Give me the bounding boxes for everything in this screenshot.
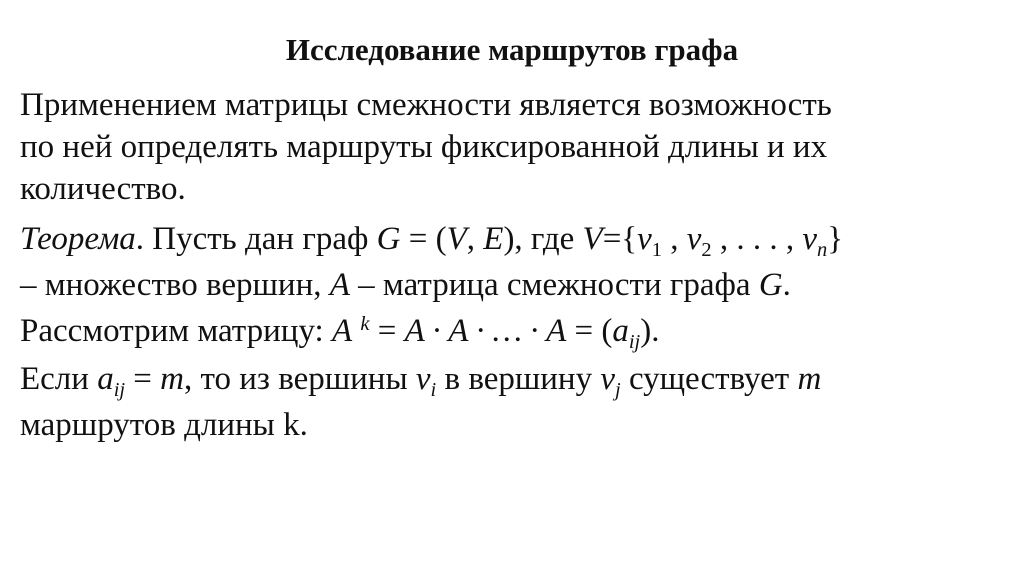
set-close: }: [827, 221, 844, 257]
conclusion-line: маршрутов длины k.: [20, 407, 308, 443]
math-V-set: V: [582, 221, 603, 257]
line6-text-1: Рассмотрим матрицу:: [20, 313, 332, 349]
sub-n: n: [817, 239, 828, 262]
sub-2: 2: [701, 239, 712, 262]
sub-j: j: [615, 379, 621, 402]
line5-text-1: – множество вершин,: [20, 267, 330, 303]
line5-text-2: – матрица смежности графа: [349, 267, 759, 303]
math-eq: = (: [400, 221, 447, 257]
line7-text-4: существует: [620, 361, 798, 397]
line7-text-2: , то из вершины: [184, 361, 416, 397]
theorem-label: Теорема: [20, 221, 136, 257]
condition-line: [20, 358, 821, 400]
sub-ij: ij: [628, 331, 641, 354]
sub-i: i: [430, 379, 437, 402]
line5-end: .: [782, 267, 791, 303]
line7-eq: =: [125, 361, 161, 397]
set-dots: , . . . ,: [711, 221, 803, 257]
line7-text-3: в вершину: [436, 361, 601, 397]
math-G: G: [376, 221, 401, 257]
intro-line-2: по ней определять маршруты фиксированной длины и их: [20, 129, 828, 165]
slide-title: Исследование маршрутов графа: [285, 32, 739, 67]
theorem-text: . Пусть дан граф: [135, 221, 377, 257]
math-product: A · A · … · A: [404, 313, 567, 349]
theorem-close: ), где: [503, 221, 583, 257]
math-V: V: [446, 221, 467, 257]
math-a-ij: a: [612, 313, 629, 349]
math-E: E: [483, 221, 504, 257]
math-v1: v: [637, 221, 652, 257]
intro-line-1: Применением матрицы смежности является возможность: [20, 87, 832, 123]
sub-1: 1: [651, 239, 663, 262]
math-A-power: A: [331, 313, 353, 349]
line6-eq-2: = (: [566, 313, 613, 349]
math-vn: v: [802, 221, 818, 257]
theorem-line: [20, 218, 843, 260]
set-open: ={: [602, 221, 638, 257]
math-a-ij-2: a: [97, 361, 114, 397]
math-comma: ,: [466, 221, 484, 257]
math-v2: v: [686, 221, 702, 257]
vertex-set-line: [20, 264, 791, 306]
intro-line-3: количество.: [20, 171, 186, 207]
math-m: m: [160, 361, 185, 397]
math-G-2: G: [758, 267, 783, 303]
math-v-i: v: [415, 361, 431, 397]
matrix-power-line: [20, 310, 659, 352]
set-sep-1: ,: [662, 221, 687, 257]
sup-k: k: [360, 312, 370, 335]
line6-end: ).: [640, 313, 660, 349]
math-v-j: v: [600, 361, 615, 397]
line6-eq: =: [369, 313, 405, 349]
math-A: A: [329, 267, 350, 303]
line7-text-1: Если: [20, 361, 98, 397]
sub-ij-2: ij: [113, 379, 126, 402]
math-m-2: m: [797, 361, 822, 397]
